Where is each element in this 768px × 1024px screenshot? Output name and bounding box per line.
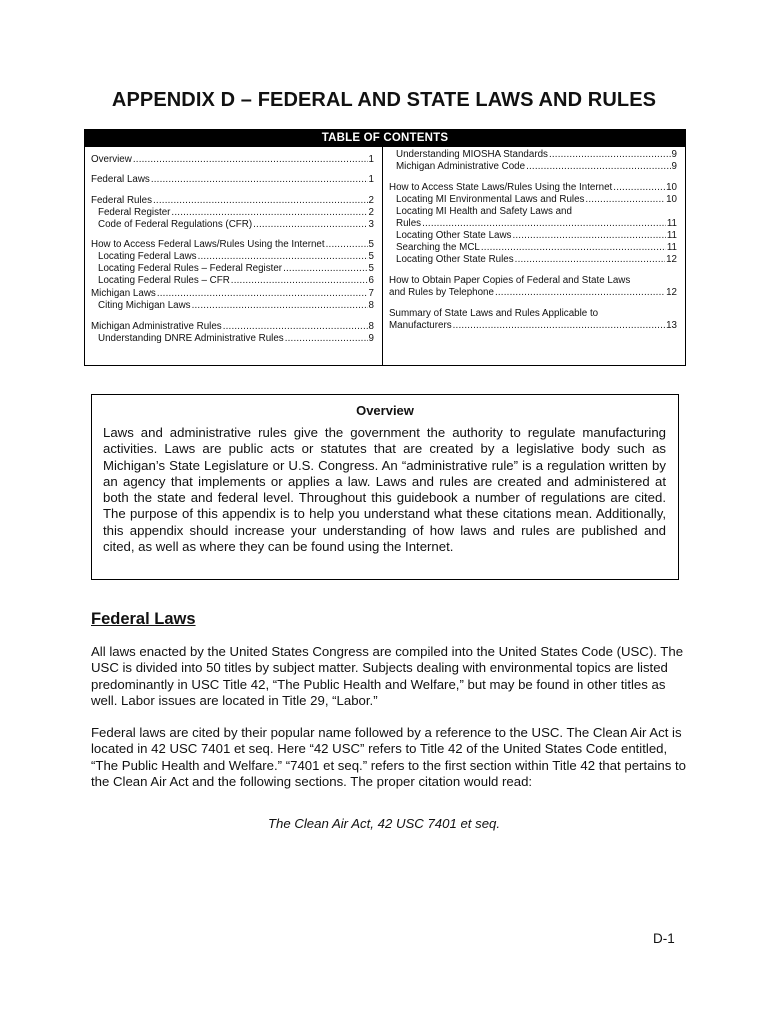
toc-entry-mi-health-safety[interactable]: Locating MI Health and Safety Laws and [396, 206, 572, 217]
toc-entry-michigan-admin-rules[interactable]: Michigan Administrative Rules ..... 8 [91, 321, 374, 333]
toc-entry-miosha-standards[interactable]: Understanding MIOSHA Standards ..... 9 [396, 149, 677, 161]
overview-body: Laws and administrative rules give the government the authority to regulate manufacturing activities. Laws are public acts or statutes that are created by a legislative body such as Michigan’s State Legislature or U.S. Congress. An “administrative rule” is a regulation written by an agency that implements or applies a law. Laws and rules are created and administered at both the state and federal level. Throughout this guidebook a number of regulations are cited. The purpose of this appendix is to help you understand what these citations mean. Additionally, this appendix should increase your understanding of how laws and rules are published and cited, as well as where they can be found using the Internet. [103, 425, 666, 555]
toc-entry-access-state[interactable]: How to Access State Laws/Rules Using the Internet ..... 10 [389, 182, 677, 194]
toc-entry-summary[interactable]: Summary of State Laws and Rules Applicable to [389, 308, 599, 319]
toc-entry-federal-register[interactable]: Federal Register ..... 2 [98, 207, 374, 219]
toc-entry-mi-health-safety-rules[interactable]: Rules ..... 11 [396, 218, 677, 230]
toc-entry-paper-copies[interactable]: How to Obtain Paper Copies of Federal and State Laws [389, 275, 631, 286]
toc-entry-citing-michigan-laws[interactable]: Citing Michigan Laws ..... 8 [98, 300, 374, 312]
toc-entry-federal-laws[interactable]: Federal Laws ..... 1 [91, 174, 374, 186]
toc-entry-locating-federal-cfr[interactable]: Locating Federal Rules – CFR ..... 6 [98, 275, 374, 287]
toc-header: TABLE OF CONTENTS [85, 130, 685, 147]
toc-entry-mi-environmental[interactable]: Locating MI Environmental Laws and Rules ..... 10 [396, 194, 677, 206]
page-number: D-1 [653, 931, 675, 946]
clean-air-act-citation: The Clean Air Act, 42 USC 7401 et seq. [267, 816, 501, 831]
toc-entry-access-federal[interactable]: How to Access Federal Laws/Rules Using the Internet ..... 5 [91, 239, 374, 251]
federal-laws-heading: Federal Laws [91, 610, 196, 628]
table-of-contents [84, 129, 686, 366]
toc-entry-dnre-rules[interactable]: Understanding DNRE Administrative Rules ..... 9 [98, 333, 374, 345]
toc-entry-michigan-laws[interactable]: Michigan Laws ..... 7 [91, 288, 374, 300]
federal-laws-paragraph-1: All laws enacted by the United States Congress are compiled into the United States Code (USC). The USC is divided into 50 titles by subject matter. Subjects dealing with environmental topics are listed predominantly in USC Title 42, “The Public Health and Welfare,” but may be found in other titles as well. Labor issues are located in Title 29, “Labor.” [91, 644, 684, 708]
toc-entry-federal-rules[interactable]: Federal Rules ..... 2 [91, 195, 374, 207]
toc-entry-searching-mcl[interactable]: Searching the MCL ..... 11 [396, 242, 677, 254]
toc-entry-cfr[interactable]: Code of Federal Regulations (CFR) ..... 3 [98, 219, 374, 231]
overview-title: Overview [356, 403, 414, 418]
toc-entry-summary-manufacturers[interactable]: Manufacturers ..... 13 [389, 320, 677, 332]
toc-right-column [383, 147, 685, 365]
page-title: APPENDIX D – FEDERAL AND STATE LAWS AND RULES [111, 89, 657, 111]
toc-entry-locating-federal-laws[interactable]: Locating Federal Laws ..... 5 [98, 251, 374, 263]
toc-entry-paper-copies-telephone[interactable]: and Rules by Telephone ..... 12 [389, 287, 677, 299]
toc-entry-mi-admin-code[interactable]: Michigan Administrative Code ..... 9 [396, 161, 677, 173]
toc-entry-overview[interactable]: Overview ..... 1 [91, 154, 374, 166]
federal-laws-paragraph-2: Federal laws are cited by their popular name followed by a reference to the USC. The Clean Air Act is located in 42 USC 7401 et seq. Here “42 USC” refers to Title 42 of the United States Code entitled, “The Public Health and Welfare.” “7401 et seq.” refers to the first section within Title 42 that pertains to the Clean Air Act and the following sections. The proper citation would read: [91, 725, 686, 789]
toc-entry-other-state-rules[interactable]: Locating Other State Rules ..... 12 [396, 254, 677, 266]
overview-box [91, 394, 679, 580]
toc-entry-locating-federal-register[interactable]: Locating Federal Rules – Federal Register ..... 5 [98, 263, 374, 275]
toc-left-column [85, 147, 383, 365]
toc-entry-other-state-laws[interactable]: Locating Other State Laws ..... 11 [396, 230, 677, 242]
